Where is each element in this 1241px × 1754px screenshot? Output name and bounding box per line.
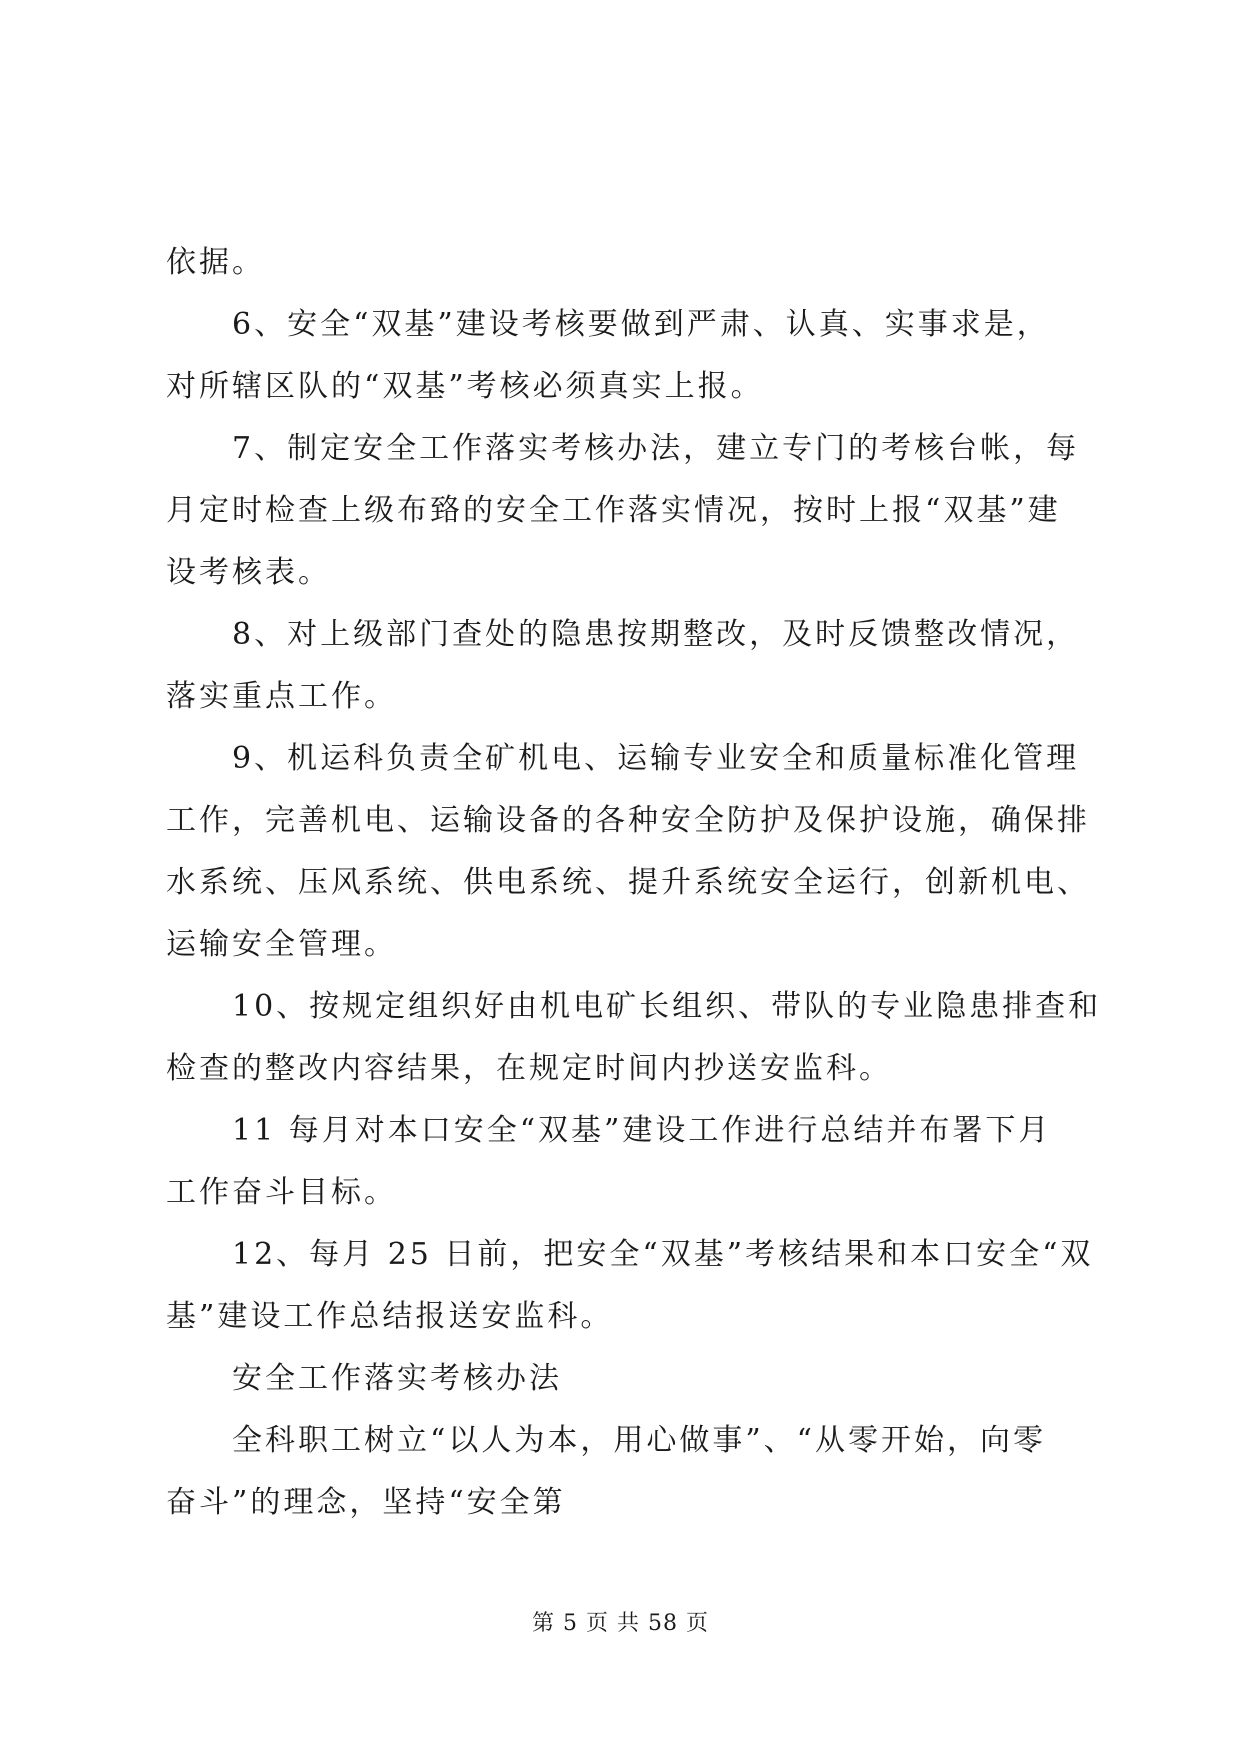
text-line: 6、安全“双基”建设考核要做到严肃、认真、实事求是， [232, 307, 1050, 342]
text-line: 基”建设工作总结报送安监科。 [166, 1299, 614, 1334]
text-line: 7、制定安全工作落实考核办法，建立专门的考核台帐，每 [232, 431, 1080, 466]
page-number-footer: 第 5 页 共 58 页 [532, 1611, 709, 1636]
text-line: 12、每月 25 日前，把安全“双基”考核结果和本口安全“双 [232, 1237, 1094, 1272]
text-line: 奋斗”的理念，坚持“安全第 [166, 1485, 566, 1520]
text-line: 9、机运科负责全矿机电、运输专业安全和质量标准化管理 [232, 741, 1080, 776]
text-line: 水系统、压风系统、供电系统、提升系统安全运行，创新机电、 [166, 865, 1090, 900]
text-line: 月定时检查上级布臵的安全工作落实情况，按时上报“双基”建 [166, 493, 1061, 528]
text-line: 10、按规定组织好由机电矿长组织、带队的专业隐患排查和 [232, 989, 1102, 1024]
text-line: 全科职工树立“以人为本，用心做事”、“从零开始，向零 [232, 1423, 1047, 1458]
text-line: 11 每月对本口安全“双基”建设工作进行总结并布署下月 [232, 1113, 1052, 1148]
text-line: 检查的整改内容结果，在规定时间内抄送安监科。 [166, 1051, 892, 1086]
text-line: 工作，完善机电、运输设备的各种安全防护及保护设施，确保排 [166, 803, 1090, 838]
text-line: 8、对上级部门查处的隐患按期整改，及时反馈整改情况， [232, 617, 1080, 652]
text-line: 设考核表。 [166, 555, 331, 590]
document-body [166, 232, 1102, 1534]
text-line: 工作奋斗目标。 [166, 1175, 397, 1210]
text-line: 落实重点工作。 [166, 679, 397, 714]
text-line: 依据。 [166, 245, 265, 280]
text-line: 运输安全管理。 [166, 927, 397, 962]
text-line: 对所辖区队的“双基”考核必须真实上报。 [166, 369, 764, 404]
section-heading: 安全工作落实考核办法 [232, 1361, 562, 1396]
